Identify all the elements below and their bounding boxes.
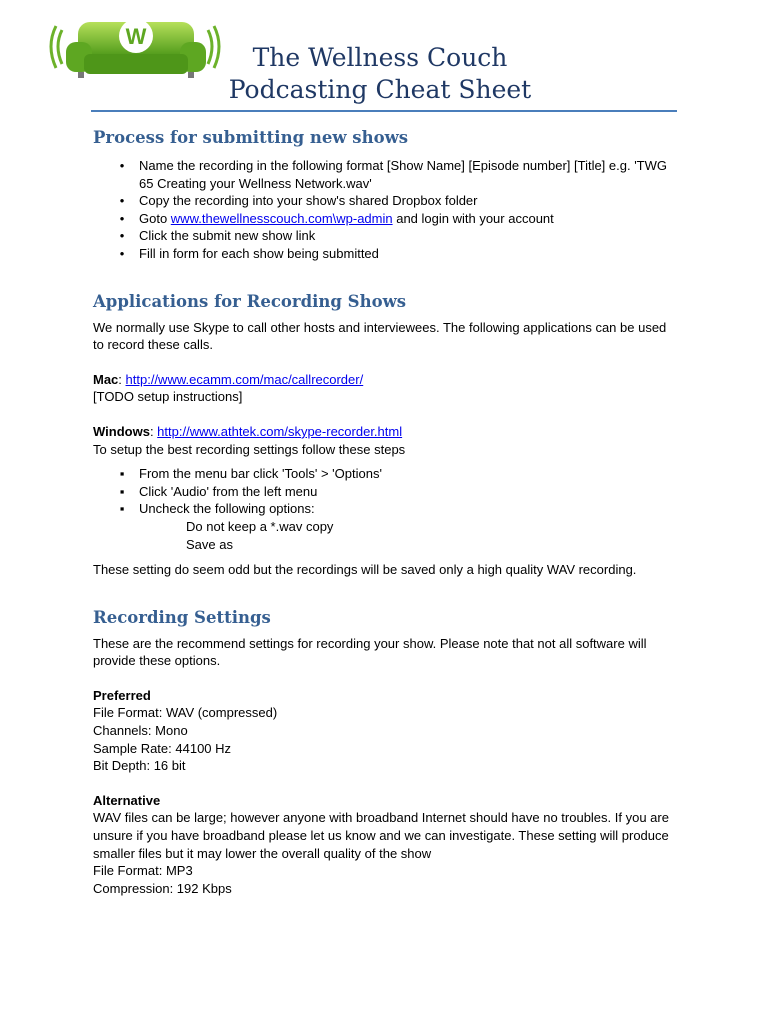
setting-line: Sample Rate: 44100 Hz: [93, 740, 232, 756]
title-divider: [91, 110, 677, 112]
wp-admin-link[interactable]: www.thewellnesscouch.com\wp-admin: [170, 210, 393, 226]
process-list: [93, 157, 678, 263]
list-item: • Goto www.thewellnesscouch.com\wp-admin and login with your account: [119, 210, 554, 226]
applications-outro: These setting do seem odd but the recordings will be saved only a high quality WAV recording.: [93, 562, 637, 578]
list-item: • Copy the recording into your show's shared Dropbox folder: [119, 193, 478, 209]
list-item: ▪ From the menu bar click 'Tools' > 'Options': [119, 466, 382, 482]
list-item-text: Goto: [139, 210, 171, 226]
steps-list: [93, 465, 678, 518]
list-item-text: and login with your account: [392, 210, 554, 226]
document-body: [93, 127, 678, 897]
applications-intro: We normally use Skype to call other hosts and interviewees. The following applications can be used to record these calls.: [93, 319, 667, 353]
windows-recorder-link[interactable]: http://www.athtek.com/skype-recorder.html: [157, 423, 403, 439]
setting-line: Bit Depth: 16 bit: [93, 758, 186, 774]
mac-label: Mac: [93, 371, 119, 387]
preferred-label: [93, 687, 678, 705]
section-heading-process: Process for submitting new shows: [93, 128, 409, 147]
page-title-line1: The Wellness Couch: [252, 43, 508, 72]
option-item: Do not keep a *.wav copy: [186, 518, 334, 534]
settings-intro: These are the recommend settings for recording your show. Please note that not all software will provide these options.: [93, 635, 647, 669]
alternative-label: [93, 792, 678, 810]
mac-note: [TODO setup instructions]: [93, 389, 243, 405]
list-item: ▪ Uncheck the following options:: [119, 501, 315, 517]
list-item-text: Fill in form for each show being submitted: [139, 245, 379, 261]
list-item-text: Name the recording in the following format [Show Name] [Episode number] [Title] e.g. 'TWG 65 Creating your Wellness Network.wav': [139, 158, 668, 191]
preferred-label-text: Preferred: [93, 687, 151, 703]
windows-note: To setup the best recording settings follow these steps: [93, 441, 406, 457]
list-item-text: Click 'Audio' from the left menu: [139, 483, 318, 499]
setting-line: Channels: Mono: [93, 723, 188, 739]
setting-line: File Format: WAV (compressed): [93, 705, 278, 721]
logo-letter: W: [125, 24, 147, 49]
option-item: Save as: [186, 536, 233, 552]
alternative-text: WAV files can be large; however anyone with broadband Internet should have no troubles. If you are unsure if you have broadband please let us know and we can investigate. These setting will produce smaller files but it may lower the overall quality of the show: [93, 810, 669, 861]
list-item: • Click the submit new show link: [119, 228, 316, 244]
setting-line: Compression: 192 Kbps: [93, 880, 232, 896]
section-heading-applications: Applications for Recording Shows: [93, 291, 407, 311]
list-item-text: From the menu bar click 'Tools' > 'Options': [139, 466, 382, 482]
list-item-text: Copy the recording into your show's shared Dropbox folder: [139, 193, 478, 209]
list-item-text: Click the submit new show link: [139, 228, 316, 244]
mac-line: Mac: http://www.ecamm.com/mac/callrecorder/: [93, 371, 364, 387]
list-item: ▪ Click 'Audio' from the left menu: [119, 483, 318, 499]
page-title-line2: Podcasting Cheat Sheet: [228, 75, 532, 104]
mac-recorder-link[interactable]: http://www.ecamm.com/mac/callrecorder/: [125, 371, 364, 387]
list-item: • Fill in form for each show being submitted: [119, 245, 379, 261]
windows-line: Windows: http://www.athtek.com/skype-recorder.html: [93, 423, 403, 439]
windows-label: Windows: [93, 423, 150, 439]
setting-line: File Format: MP3: [93, 863, 193, 879]
alternative-label-text: Alternative: [93, 792, 161, 808]
section-heading-recording-settings: Recording Settings: [93, 607, 271, 627]
list-item-text: Uncheck the following options:: [139, 501, 315, 517]
list-item: • Name the recording in the following format [Show Name] [Episode number] [Title] e.g. 'TWG 65 Creating your Wellness Network.wav': [119, 158, 668, 191]
